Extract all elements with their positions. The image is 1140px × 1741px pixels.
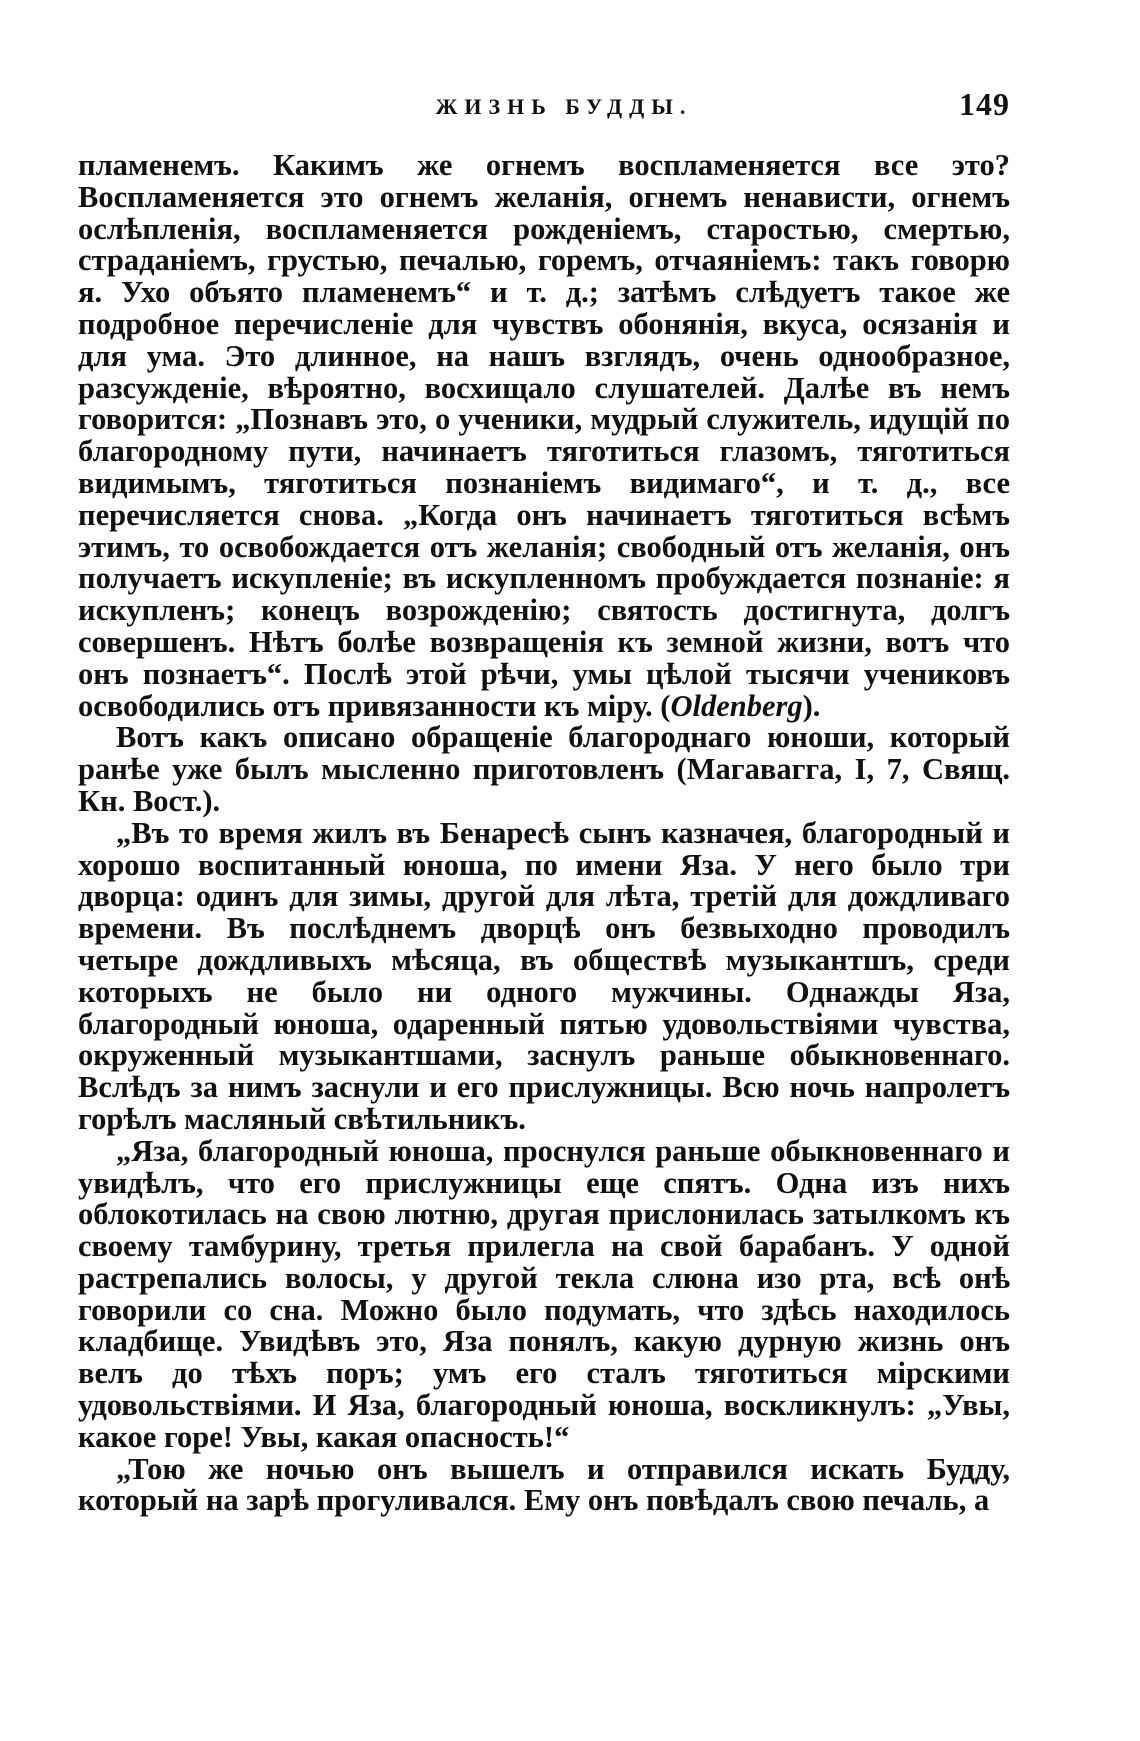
body-text [78,150,1010,1517]
paragraph-2: Вотъ какъ описано обращеніе благороднаго юноши, который ранѣе уже былъ мысленно приготовленъ (Магавагга, I, 7, Свящ. Кн. Вост.). [78,720,1010,818]
paragraph-1-end: ). [802,688,821,723]
citation-oldenberg: Oldenberg [670,688,803,723]
paragraph-4: „Яза, благородный юноша, проснулся раньше обыкновеннаго и увидѣлъ, что его прислужницы еще спятъ. Одна изъ нихъ облокотилась на свою лютню, другая прислонилась затылкомъ къ своему тамбурину, третья прилегла на свой барабанъ. У одной растрепались волосы, у другой текла слюна изо рта, всѣ онѣ говорили со сна. Можно было подумать, что здѣсь находилось кладбище. Увидѣвъ это, Яза понялъ, какую дурную жизнь онъ велъ до тѣхъ поръ; умъ его сталъ тяготиться мірскими удовольствіями. И Яза, благородный юноша, воскликнулъ: „Увы, какое горе! Увы, какая опасность!“ [78,1133,1010,1454]
page-header [78,86,1010,130]
paragraph-5: „Тою же ночью онъ вышелъ и отправился искать Будду, который на зарѣ прогуливался. Ему онъ повѣдалъ свою печаль, а [78,1451,1010,1518]
paragraph-1 [78,150,1010,722]
paragraph-3: „Въ то время жилъ въ Бенаресѣ сынъ казначея, благородный и хорошо воспитанный юноша, по имени Яза. У него было три дворца: одинъ для зимы, другой для лѣта, третій для дождливаго времени. Въ послѣднемъ дворцѣ онъ безвыходно проводилъ четыре дождливыхъ мѣсяца, въ обществѣ музыкантшъ, среди которыхъ не было ни одного мужчины. Однажды Яза, благородный юноша, одаренный пятью удовольствіями чувства, окруженный музыкантшами, заснулъ раньше обыкновеннаго. Вслѣдъ за нимъ заснули и его прислужницы. Всю ночь напролетъ горѣлъ масляный свѣтильникъ. [78,815,1010,1136]
page-number: 149 [959,86,1010,122]
paragraph-1-text: пламенемъ. Какимъ же огнемъ воспламеняется все это? Воспламеняется это огнемъ желанія, огнемъ ненависти, огнемъ ослѣпленія, воспламеняется рожденіемъ, старостью, смертью, страданіемъ, грустью, печалью, горемъ, отчаяніемъ: такъ говорю я. Ухо объято пламенемъ“ и т. д.; затѣмъ слѣдуетъ такое же подробное перечисленіе для чувствъ обонянія, вкуса, осязанія и для ума. Это длинное, на нашъ взглядъ, очень однообразное, разсужденіе, вѣроятно, восхищало слушателей. Далѣе въ немъ говорится: „Познавъ это, о ученики, мудрый служитель, идущій по благородному пути, начинаетъ тяготиться глазомъ, тяготиться видимымъ, тяготиться познаніемъ видимаго“, и т. д., все перечисляется снова. „Когда онъ начинаетъ тяготиться всѣмъ этимъ, то освобождается отъ желанія; свободный отъ желанія, онъ получаетъ искупленіе; въ искупленномъ пробуждается познаніе: я искупленъ; конецъ возрожденію; святость достигнута, долгъ совершенъ. Нѣтъ болѣе возвращенія къ земной жизни, вотъ что онъ познаетъ“. Послѣ этой рѣчи, умы цѣлой тысячи учениковъ освободились отъ привязанности къ міру. ( [78,148,1010,723]
running-title: ЖИЗНЬ БУДДЫ. [435,94,693,119]
